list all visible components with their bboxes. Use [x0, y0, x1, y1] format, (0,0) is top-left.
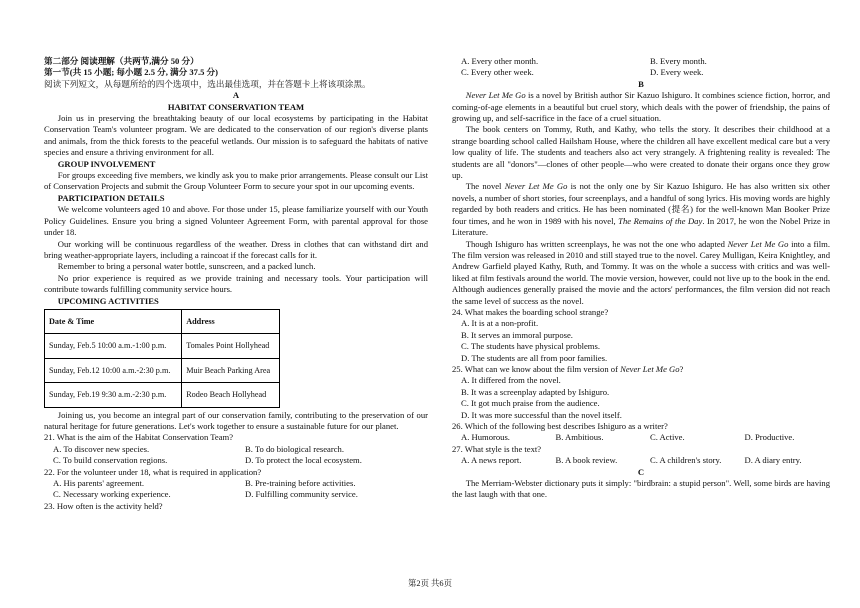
question-26-stem: 26. Which of the following best describes Ishiguro as a writer?: [452, 421, 668, 431]
question-21-options: [44, 444, 428, 467]
question-26-options: [452, 432, 830, 443]
table-cell-address: Muir Beach Parking Area: [182, 358, 280, 382]
section-instruction: 阅读下列短文，从每题所给的四个选项中，选出最佳选项，并在答题卡上将该项涂黑。: [44, 78, 371, 89]
option-a: A. Humorous.: [461, 432, 510, 443]
table-row: [45, 334, 280, 358]
option-b: B. A book review.: [555, 455, 618, 466]
book-title: Never Let Me Go: [465, 90, 526, 101]
table-cell-date: Sunday, Feb.19 9:30 a.m.-2:30 p.m.: [45, 383, 182, 407]
table-cell-date: Sunday, Feb.12 10:00 a.m.-2:30 p.m.: [45, 358, 182, 382]
option-c: C. Necessary working experience.: [53, 489, 171, 500]
option-b: B. Every month.: [650, 56, 707, 66]
option-a: A. It is at a non-profit.: [461, 318, 539, 329]
passage-b-p1: [452, 90, 830, 124]
subsection-heading: 第一节(共 15 小题; 每小题 2.5 分, 满分 37.5 分): [44, 67, 219, 78]
question-25-stem-text: 25. What can we know about the film version of: [452, 363, 621, 374]
participation-heading: PARTICIPATION DETAILS: [57, 192, 165, 203]
group-involvement-heading: GROUP INVOLVEMENT: [57, 158, 156, 169]
left-column: [44, 56, 428, 512]
passage-c-p1: The Merriam-Webster dictionary puts it simply: "birdbrain: a stupid person". Well, some birds are having the last laugh with that one.: [452, 478, 830, 500]
book-title: The Remains of the Day: [618, 215, 703, 226]
passage-c-letter: C: [637, 466, 645, 477]
option-b: B. It was a screenplay adapted by Ishiguro.: [461, 386, 610, 397]
option-b: B. Pre-training before activities.: [245, 478, 356, 488]
table-cell-date: Sunday, Feb.5 10:00 a.m.-1:00 p.m.: [45, 334, 182, 358]
table-header-address: Address: [182, 309, 280, 333]
table-header-date: Date & Time: [45, 309, 182, 333]
question-23-stem: 23. How often is the activity held?: [44, 500, 163, 511]
option-a: A. His parents' agreement.: [53, 478, 145, 488]
option-a: A. Every other month.: [461, 56, 539, 66]
question-25-stem: [452, 364, 830, 375]
question-27-stem: 27. What style is the text?: [452, 443, 542, 454]
question-22-stem: 22. For the volunteer under 18, what is required in application?: [44, 466, 262, 477]
table-row: [45, 383, 280, 407]
passage-b-p2: The book centers on Tommy, Ruth, and Kathy, who tells the story. It describes their childhood at a strange boarding school called Hailsham House, where the children all have excellent medical care but a very low quality of life. The students and teachers also act very strangely. A frightening reality is revealed: The students are all "donors"—clones of other people—who were created to donate their organs once they grow up.: [452, 124, 830, 181]
question-21-stem: 21. What is the aim of the Habitat Conservation Team?: [44, 432, 234, 443]
question-27-options: [452, 455, 830, 466]
participation-p4: No prior experience is required as we provide training and necessary tools. Your participation will contribute towards fulfilling community service hours.: [44, 272, 428, 295]
activities-heading: UPCOMING ACTIVITIES: [57, 295, 159, 306]
table-header-row: [45, 309, 280, 333]
group-involvement-text: For groups exceeding five members, we kindly ask you to make prior arrangements. Please consult our List of Conservation Projects and submit the Group Volunteer Form to secure your spot in our upcoming events.: [44, 170, 428, 192]
option-d: D. It was more successful than the novel itself.: [461, 409, 622, 420]
option-c: C. A children's story.: [650, 455, 722, 466]
passage-a-title: HABITAT CONSERVATION TEAM: [167, 101, 305, 112]
passage-b-p3: [452, 181, 830, 238]
passage-b-p4: [452, 239, 830, 307]
option-c: C. Active.: [650, 432, 685, 443]
right-column: [452, 56, 830, 501]
passage-b-letter: B: [638, 78, 644, 89]
participation-p3: Remember to bring a personal water bottle, sunscreen, and a packed lunch.: [57, 261, 316, 272]
passage-b-p4-text-b: into a film. The film version was released in 2010 and still stayed true to the novel. Carey Mulligan, Keira Knightley, and Andrew Garfield played Kathy, Ruth, and Tommy. It was on the whole a success with critics and was well-liked at film festivals around the world. The movie version, however, could not live up to the book in the end. Although audiences generally praised the movie and the actors' performances, the film version did not reach the same level of success as the novel.: [452, 238, 830, 306]
option-d: D. To protect the local ecosystem.: [245, 455, 362, 466]
option-d: D. The students are all from poor families.: [461, 352, 608, 363]
book-title: Never Let Me Go: [727, 238, 789, 249]
option-d: D. A diary entry.: [744, 455, 802, 466]
book-title: Never Let Me Go: [620, 363, 680, 374]
option-c: C. The students have physical problems.: [461, 341, 600, 352]
section-part-heading: 第二部分 阅读理解（共两节,满分 50 分）: [44, 56, 199, 66]
book-title: Never Let Me Go: [504, 181, 568, 192]
participation-p2: Our working will be continuous regardless of the weather. Dress in clothes that can withstand dirt and bring weather-appropriate layers, including a raincoat if the forecast calls for it.: [44, 238, 428, 260]
option-a: A. To discover new species.: [53, 443, 150, 454]
participation-p1: We welcome volunteers aged 10 and above. For those under 15, please familiarize yourself with our Youth Policy Guidelines. Ensure you bring a signed Volunteer Agreement Form, with parental approval for those under 18.: [44, 204, 428, 238]
option-a: A. It differed from the novel.: [461, 375, 561, 386]
option-d: D. Fulfilling community service.: [245, 489, 358, 500]
option-b: B. Ambitious.: [555, 432, 604, 443]
passage-b-p3-text-b: is not the only one by Sir Kazuo Ishiguro. He has also written six other novels, a number of short stories, four screenplays, and a handful of song lyrics. His moving words are highly regarded by both readers and critics. He has been nominated (提名) for the well-known Man Booker Prize four times, and he won in 1989 with his novel,: [452, 181, 830, 226]
page-footer: 第2页 共6页: [408, 579, 452, 588]
passage-b-p3-text-a: The novel: [465, 181, 505, 192]
option-d: D. Every week.: [650, 67, 704, 78]
question-22-options: [44, 478, 428, 501]
table-row: [45, 358, 280, 382]
question-23-options: [452, 56, 830, 79]
option-c: C. It got much praise from the audience.: [461, 398, 600, 409]
passage-b-p1-text: is a novel by British author Sir Kazuo Ishiguro. It combines science fiction, horror, and coming-of-age elements in a beautiful but cruel story, which deals with the power of friendship, the pains of growing up, and self-sacrifice in the face of a cruel situation.: [452, 90, 830, 124]
question-25-stem-end: ?: [679, 363, 684, 374]
passage-b-p3-text-c: . In 2017, he won the Nobel Prize in Literature.: [452, 215, 830, 238]
option-a: A. A news report.: [461, 455, 522, 466]
passage-a-closing: Joining us, you become an integral part of our conservation family, contributing to the preservation of our natural heritage for future generations. Let's work together to ensure a sustainable future for our planet.: [44, 409, 428, 431]
option-b: B. It serves an immoral purpose.: [461, 329, 573, 340]
table-cell-address: Rodeo Beach Hollyhead: [182, 383, 280, 407]
table-cell-address: Tomales Point Hollyhead: [182, 334, 280, 358]
option-d: D. Productive.: [744, 432, 795, 443]
passage-a-letter: A: [232, 90, 240, 101]
option-b: B. To do biological research.: [245, 443, 344, 454]
activities-table: [44, 309, 280, 408]
passage-b-p4-text-a: Though Ishiguro has written screenplays, he was not the one who adapted: [465, 238, 728, 249]
passage-a-intro: Join us in preserving the breathtaking beauty of our local ecosystems by participating in the Habitat Conservation Team's volunteer program. We are dedicated to the conservation of our region's diverse plants and animals, from the thick forests to the peaceful wetlands. Our mission is to safeguard the habitats of native species and ensure a thriving environment for all.: [44, 113, 428, 158]
question-24-stem: 24. What makes the boarding school strange?: [452, 306, 609, 317]
option-c: C. To build conservation regions.: [53, 455, 168, 466]
option-c: C. Every other week.: [461, 67, 534, 78]
